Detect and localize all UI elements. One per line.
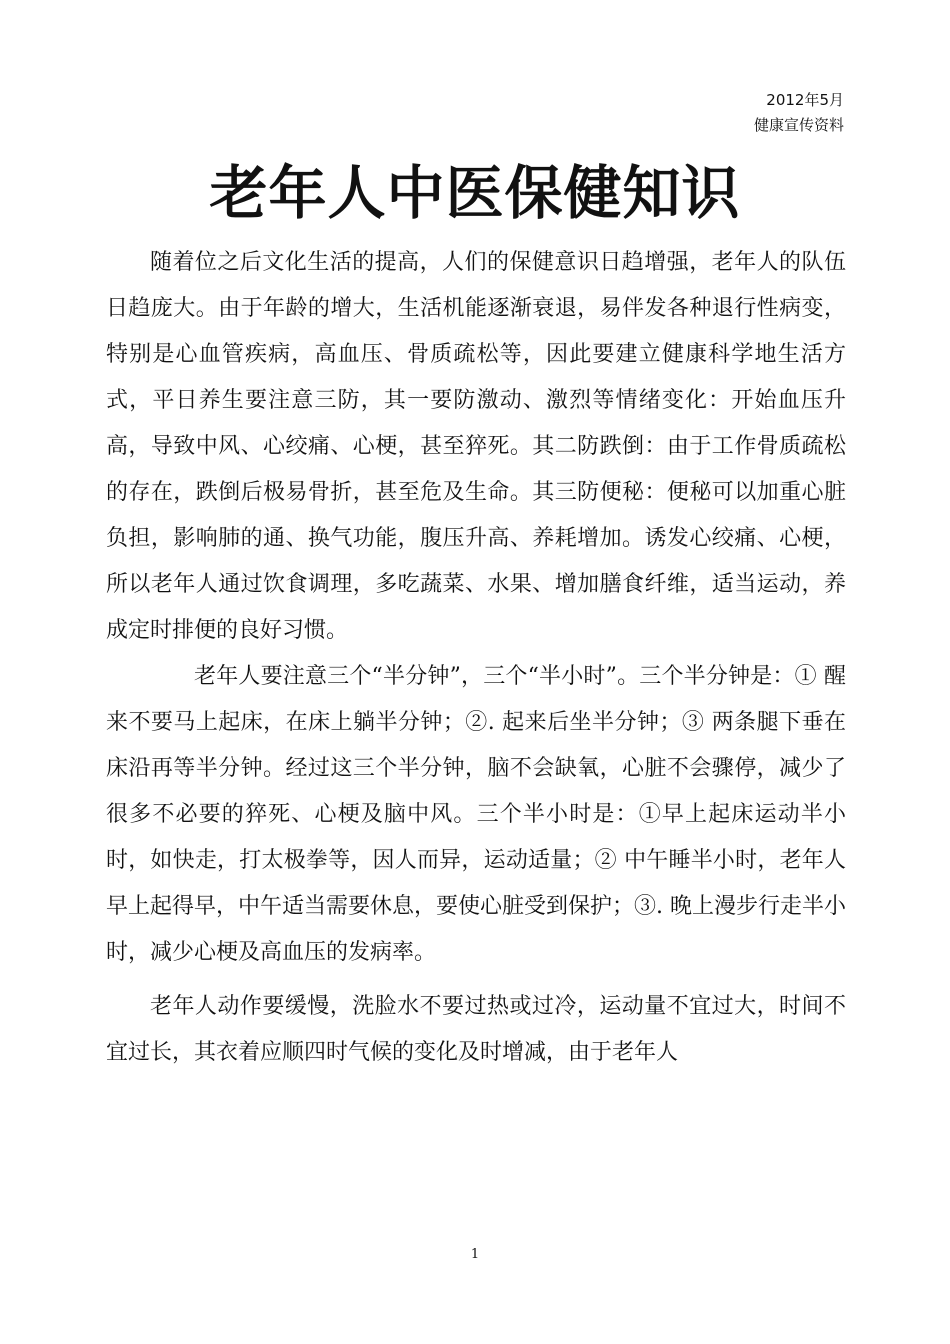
header-date: 2012年5月 [766, 91, 844, 109]
document-body [106, 240, 846, 1076]
paragraph-half-minute-half-hour: 老年人要注意三个“半分钟”，三个“半小时”。三个半分钟是：① 醒来不要马上起床，在床上躺半分钟；②. 起来后坐半分钟；③ 两条腿下垂在床沿再等半分钟。经过这三个半分钟，脑不会缺氧，心脏不会骤停，减少了很多不必要的猝死、心梗及脑中风。三个半小时是：①早上起床运动半小时，如快走，打太极拳等，因人而异，运动适量；② 中午睡半小时，老年人早上起得早，中午适当需要休息，要使心脏受到保护；③. 晚上漫步行走半小时，减少心梗及高血压的发病率。 [106, 664, 846, 965]
header-meta [754, 88, 844, 138]
paragraph-three-preventions: 随着位之后文化生活的提高，人们的保健意识日趋增强，老年人的队伍日趋庞大。由于年龄的增大，生活机能逐渐衰退，易伴发各种退行性病变，特别是心血管疾病，高血压、骨质疏松等，因此要建立健康科学地生活方式，平日养生要注意三防，其一要防激动、激烈等情绪变化：开始血压升高，导致中风、心绞痛、心梗，甚至猝死。其二防跌倒：由于工作骨质疏松的存在，跌倒后极易骨折，甚至危及生命。其三防便秘：便秘可以加重心脏负担，影响肺的通、换气功能，腹压升高、养耗增加。诱发心绞痛、心梗，所以老年人通过饮食调理，多吃蔬菜、水果、增加膳食纤维，适当运动，养成定时排便的良好习惯。 [106, 250, 846, 643]
document-title: 老年人中医保健知识 [209, 159, 741, 227]
paragraph-slow-movements: 老年人动作要缓慢，洗脸水不要过热或过冷，运动量不宜过大，时间不宜过长，其衣着应顺四时气候的变化及时增减，由于老年人 [106, 994, 846, 1065]
page-number: 1 [470, 1247, 480, 1262]
header-category: 健康宣传资料 [753, 116, 844, 134]
